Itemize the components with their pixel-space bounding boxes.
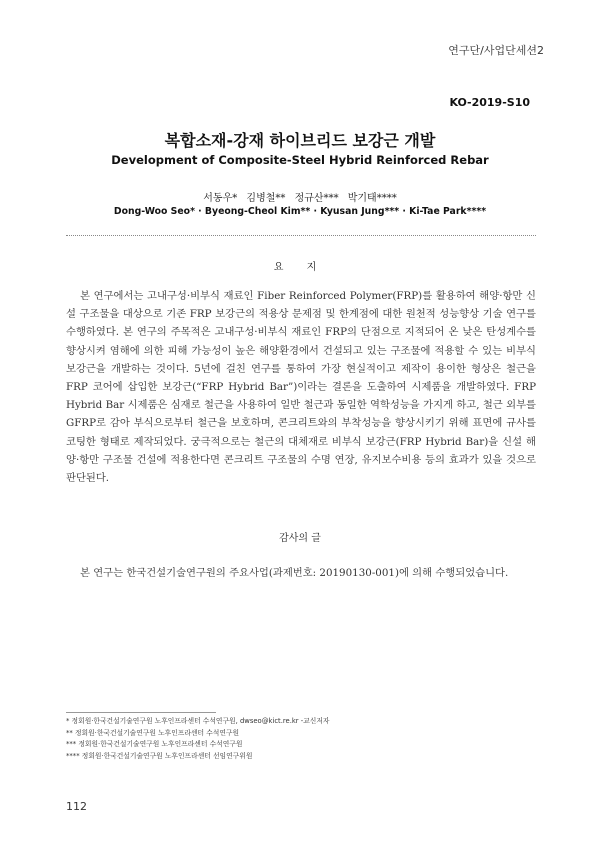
abstract-heading: 요 지 <box>273 262 327 273</box>
footnote-divider <box>66 712 216 713</box>
title-english: Development of Composite-Steel Hybrid Reinforced Rebar <box>111 153 489 167</box>
series-label: 연구단/사업단세션2 <box>448 44 544 57</box>
page-number: 112 <box>66 800 87 813</box>
footnotes <box>66 716 536 762</box>
paper-code: KO-2019-S10 <box>449 96 530 109</box>
footnote-2: ** 정회원·한국건설기술연구원 노후인프라센터 수석연구원 <box>66 728 240 737</box>
section-divider <box>66 235 536 236</box>
footnote-4: **** 정회원·한국건설기술연구원 노후인프라센터 선임연구위원 <box>66 751 253 760</box>
abstract-body: 본 연구에서는 고내구성·비부식 재료인 Fiber Reinforced Polymer(FRP)를 활용하여 해양·항만 신설 구조물을 대상으로 기존 FRP 보강근의 적용상 문제점 및 한계점에 대한 원천적 성능향상 기술 연구를 수행하였다. 본 연구의 주목적은 고내구성·비부식 재료인 FRP의 단점으로 지적되어 온 낮은 탄성계수를 향상시켜 염해에 의한 피해 가능성이 높은 해양환경에서 건설되고 있는 구조물에 적용할 수 있는 비부식 보강근을 개발하는 것이다. 5년에 걸친 연구를 통하여 가장 현실적이고 제작이 용이한 형상은 철근을 FRP 코어에 삽입한 보강근(“FRP Hybrid Bar”)이라는 결론을 도출하여 시제품을 개발하였다. FRP Hybrid Bar 시제품은 심재로 철근을 사용하여 일반 철근과 동일한 역학성능을 가지게 하고, 철근 외부를 GFRP로 감아 부식으로부터 철근을 보호하며, 콘크리트와의 부착성능을 향상시키기 위해 표면에 규사를 코팅한 형태로 제작되었다. 궁극적으로는 철근의 대체재로 비부식 보강근(FRP Hybrid Bar)을 신설 해양·항만 구조물 건설에 적용한다면 콘크리트 구조물의 수명 연장, 유지보수비용 등의 효과가 있을 것으로 판단된다. <box>66 290 536 485</box>
acknowledgement-heading: 감사의 글 <box>279 533 321 544</box>
title-korean: 복합소재-강재 하이브리드 보강근 개발 <box>164 131 436 150</box>
footnote-1: * 정회원·한국건설기술연구원 노후인프라센터 수석연구원, dwseo@kict.re.kr -교신저자 <box>66 717 330 725</box>
footnote-3: *** 정회원·한국건설기술연구원 노후인프라센터 수석연구원 <box>66 740 243 749</box>
authors-english: Dong-Woo Seo* · Byeong-Cheol Kim** · Kyusan Jung*** · Ki-Tae Park**** <box>113 206 487 217</box>
acknowledgement-body: 본 연구는 한국건설기술연구원의 주요사업(과제번호: 20190130-001)에 의해 수행되었습니다. <box>80 567 509 579</box>
authors-korean: 서동우* 김병철** 정규산*** 박기태**** <box>203 193 397 204</box>
